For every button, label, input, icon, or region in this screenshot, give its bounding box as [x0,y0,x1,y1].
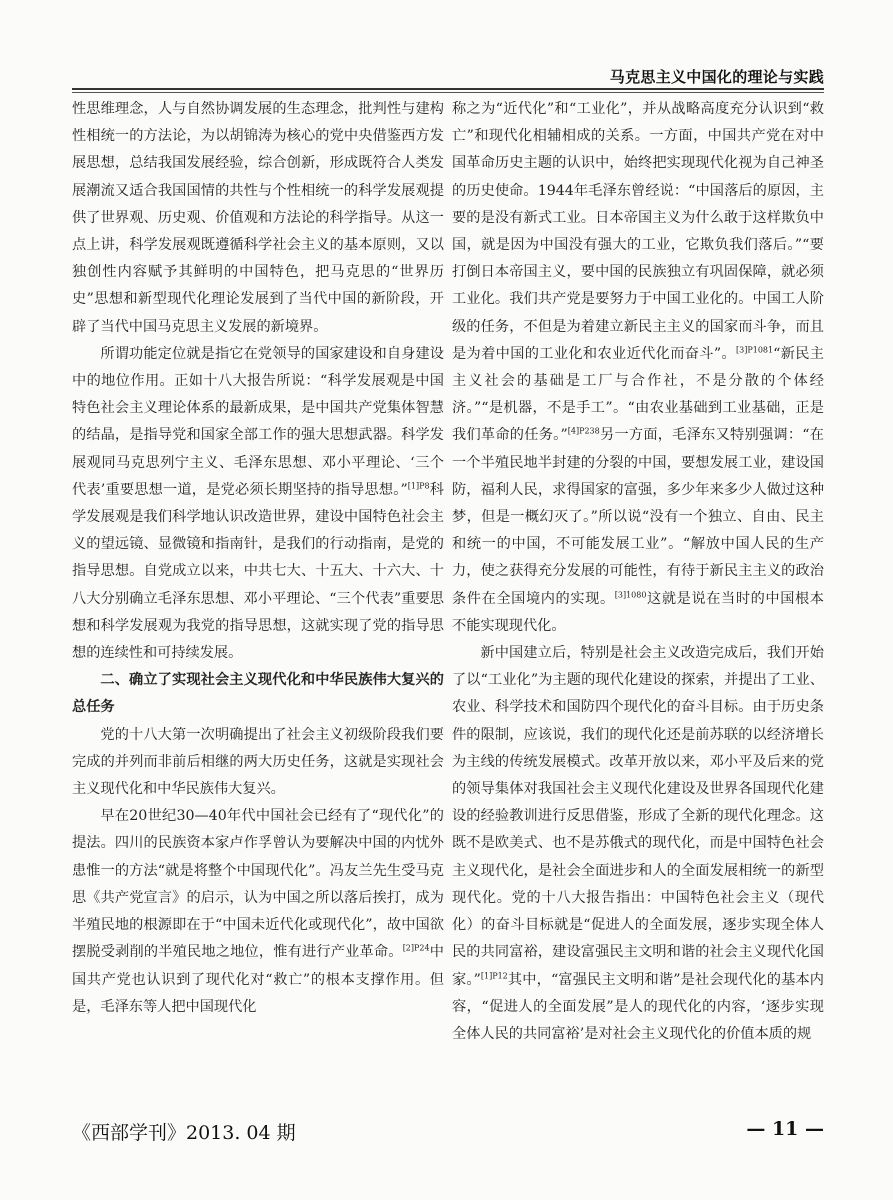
header-rule-thin [72,92,824,93]
paragraph-text: 科学发展观是我们科学地认识改造世界，建设中国特色社会主义的望远镜、显微镜和指南针，是我们的行动指南，是党的指导思想。自党成立以来，中共七大、十五大、十六大、十八大分别确立毛泽东思想、邓小平理论、“三个代表”重要思想和科学发展观为我党的指导思想，这就实现了党的指导思想的连续性和可持续发展。 [72,481,444,662]
paragraph-text: 早在20世纪30—40年代中国社会已经有了“现代化”的提法。四川的民族资本家卢作孚曾认为要解决中国的内忧外患惟一的方法“就是将整个中国现代化”。冯友兰先生受马克思《共产党宣言》的启示，认为中国之所以落后挨打，成为半殖民地的根源即在于“中国未近代化或现代化”，故中国欲摆脱受剥削的半殖民地之地位，惟有进行产业革命。 [72,808,444,961]
citation-marker: [1]P12 [480,970,508,980]
paragraph-text: “新民主主义社会的基础是工厂与合作社，不是分散的个体经济。”“是机器，不是手工”。“由农业基础到工业基础，正是我们革命的任务。” [452,345,824,444]
paragraph-text: 称之为“近代化”和“工业化”，并从战略高度充分认识到“救亡”和现代化相辅相成的关系。一方面，中国共产党在对中国革命历史主题的认识中，始终把实现现代化视为自己神圣的历史使命。1944年毛泽东曾经说：“中国落后的原因，主要的是没有新式工业。日本帝国主义为什么敢于这样欺负中国，就是因为中国没有强大的工业，它欺负我们落后。”“要打倒日本帝国主义，要中国的民族独立有巩固保障，就必须工业化。我们共产党是要努力于中国工业化的。中国工人阶级的任务，不但是为着建立新民主主义的国家而斗争，而且是为着中国的工业化和农业近代化而奋斗”。 [452,101,824,362]
paragraph [72,341,444,667]
paragraph-text: 其中，“富强民主文明和谐”是社会现代化的基本内容，“促进人的全面发展”是人的现代化的内容，‘逐步实现全体人民的共同富裕’是对社会主义现代化的价值本质的规 [452,971,824,1042]
citation-marker: [2]P24 [402,943,430,953]
left-column [72,96,444,1021]
paragraph-text: 党的十八大第一次明确提出了社会主义初级阶段我们要完成的并列而非前后相继的两大历史任务，这就是实现社会主义现代化和中华民族伟大复兴。 [72,726,444,798]
citation-marker: [3]1080 [614,589,647,599]
paragraph-text: 新中国建立后，特别是社会主义改造完成后，我们开始了以“工业化”为主题的现代化建设的探索，并提出了工业、农业、科学技术和国防四个现代化的奋斗目标。由于历史条件的限制，应该说，我们的现代化还是前苏联的以经济增长为主线的传统发展模式。改革开放以来，邓小平及后来的党的领导集体对我国社会主义现代化建设及世界各国现代化建设的经验教训进行反思借鉴，形成了全新的现代化理念。这既不是欧美式、也不是苏俄式的现代化，而是中国特色社会主义现代化，是社会全面进步和人的全面发展相统一的新型现代化。党的十八大报告指出：中国特色社会主义（现代化）的奋斗目标就是“促进人的全面发展，逐步实现全体人民的共同富裕，建设富强民主文明和谐的社会主义现代化国家。” [452,645,824,988]
paragraph [72,803,444,1021]
running-header [72,60,824,90]
paragraph-text: 所谓功能定位就是指它在党领导的国家建设和自身建设中的地位作用。正如十八大报告所说：“科学发展观是中国特色社会主义理论体系的最新成果，是中国共产党集体智慧的结晶，是指导党和国家全部工作的强大思想武器。科学发展观同马克思列宁主义、毛泽东思想、邓小平理论、‘三个代表’重要思想一道，是党必须长期坚持的指导思想。” [72,345,444,498]
paragraph-text: 性思维理念，人与自然协调发展的生态理念，批判性与建构性相统一的方法论，为以胡锦涛为核心的党中央借鉴西方发展思想，总结我国发展经验，综合创新，形成既符合人类发展潮流又适合我国国情的共性与个性相统一的科学发展观提供了世界观、历史观、价值观和方法论的科学指导。从这一点上讲，科学发展观既遵循科学社会主义的基本原则，又以独创性内容赋予其鲜明的中国特色，把马克思的“世界历史”思想和新型现代化理论发展到了当代中国的新阶段，开辟了当代中国马克思主义发展的新境界。 [72,101,444,335]
paragraph [72,722,444,804]
citation-marker: [1]P8 [407,481,430,491]
journal-name: 《西部学刊》2013. 04 期 [72,1122,296,1144]
paragraph [72,96,444,341]
right-column [452,96,824,1048]
running-header-title: 马克思主义中国化的理论与实践 [609,68,824,86]
citation-marker: [3]P1081 [736,345,774,355]
paragraph-text: 中国共产党也认识到了现代化对“救亡”的根本支撑作用。但是，毛泽东等人把中国现代化 [72,944,444,1015]
page-number: — 11 — [746,1118,824,1140]
citation-marker: [4]P238 [567,426,600,436]
page-footer [72,1118,824,1158]
paragraph-text: 另一方面，毛泽东又特别强调：“在一个半殖民地半封建的分裂的中国，要想发展工业，建设国防，福利人民，求得国家的富强，多少年来多少人做过这种梦，但是一概幻灭了。”所以说“没有一个独立、自由、民主和统一的中国，不可能发展工业”。“解放中国人民的生产力，使之获得充分发展的可能性，有待于新民主主义的政治条件在全国境内的实现。 [452,427,824,607]
paragraph [452,640,824,1048]
section-heading: 二、确立了实现社会主义现代化和中华民族伟大复兴的总任务 [72,672,444,716]
header-rule-thick [72,88,824,90]
paragraph-text: 这就是说在当时的中国根本不能实现现代化。 [452,590,824,634]
paragraph [452,96,824,640]
